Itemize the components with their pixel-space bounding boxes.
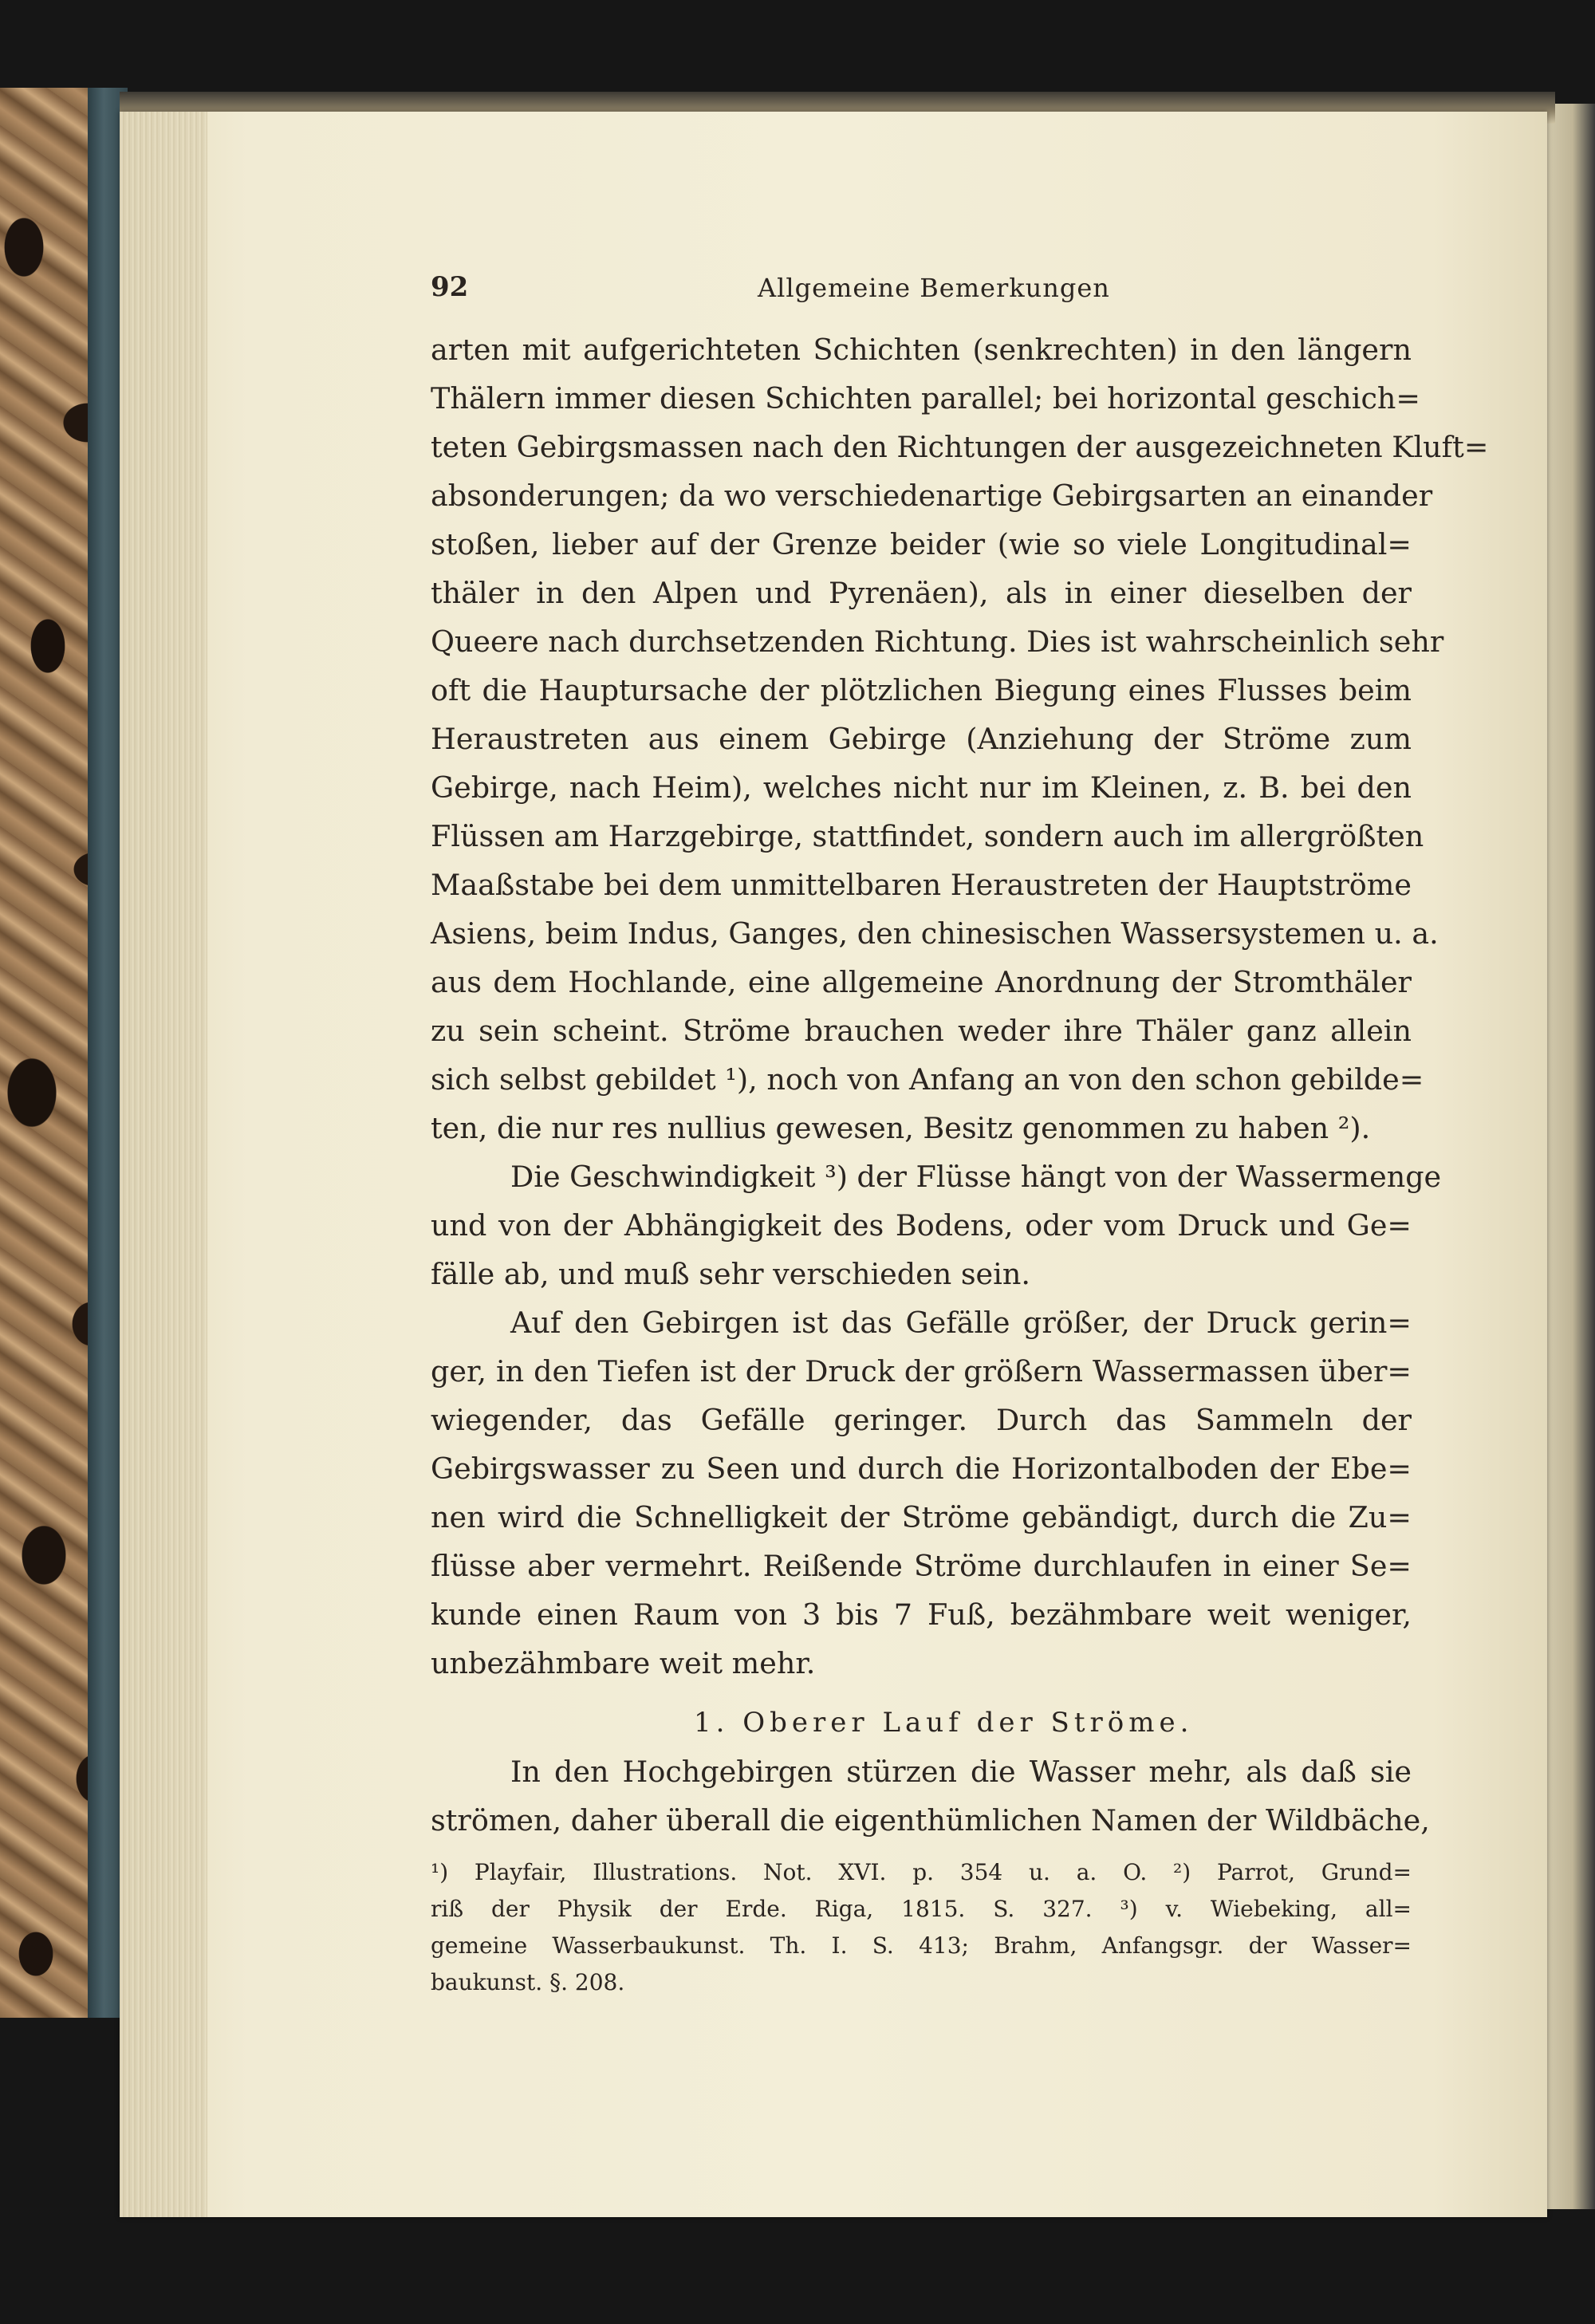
text-line: stoßen, lieber auf der Grenze beider (wie so viele Longitudinal= [431, 527, 1412, 561]
page-number: 92 [431, 271, 469, 303]
text-line: arten mit aufgerichteten Schichten (senkrechten) in den längern [431, 333, 1412, 367]
section-paragraph [431, 1747, 1430, 1845]
paragraph-1 [431, 325, 1489, 1152]
text-line: zu sein scheint. Ströme brauchen weder ihre Thäler ganz allein [431, 1014, 1412, 1048]
section-heading: 1. Oberer Lauf der Ströme. [694, 1707, 1194, 1739]
text-line: ten, die nur res nullius gewesen, Besitz genommen zu haben ²). [431, 1111, 1371, 1145]
text-line: In den Hochgebirgen stürzen die Wasser mehr, als daß sie [510, 1755, 1412, 1789]
text-line: Thälern immer diesen Schichten parallel; bei horizontal geschich= [431, 381, 1420, 416]
page-header [431, 271, 1412, 319]
running-head: Allgemeine Bemerkungen [758, 273, 1110, 303]
text-line: fälle ab, und muß sehr verschieden sein. [431, 1257, 1030, 1291]
text-line: Heraustreten aus einem Gebirge (Anziehung der Ströme zum [431, 722, 1412, 756]
text-line: oft die Hauptursache der plötzlichen Biegung eines Flusses beim [431, 673, 1412, 707]
page-text-area [431, 271, 1489, 2001]
next-page-edge [1539, 104, 1595, 2209]
text-line: Asiens, beim Indus, Ganges, den chinesischen Wassersystemen u. a. [431, 916, 1439, 951]
text-line: Flüssen am Harzgebirge, stattfindet, sondern auch im allergrößten [431, 819, 1424, 853]
text-line: Queere nach durchsetzenden Richtung. Dies ist wahrscheinlich sehr [431, 624, 1444, 659]
footnote-line: gemeine Wasserbaukunst. Th. I. S. 413; Brahm, Anfangsgr. der Wasser= [431, 1932, 1412, 1959]
text-line: strömen, daher überall die eigenthümlichen Namen der Wildbäche, [431, 1803, 1430, 1838]
page-stack-edges [120, 112, 207, 2217]
text-line: absonderungen; da wo verschiedenartige Gebirgsarten an einander [431, 479, 1433, 513]
paragraph-2 [431, 1152, 1442, 1298]
text-line: Maaßstabe bei dem unmittelbaren Heraustreten der Hauptströme [431, 868, 1412, 902]
text-line: sich selbst gebildet ¹), noch von Anfang an von den schon gebilde= [431, 1062, 1424, 1097]
footnote-line: baukunst. §. 208. [431, 1969, 625, 1995]
text-line: teten Gebirgsmassen nach den Richtungen der ausgezeichneten Kluft= [431, 430, 1489, 464]
footnote-line: ¹) Playfair, Illustrations. Not. XVI. p. 354 u. a. O. ²) Parrot, Grund= [431, 1859, 1412, 1885]
text-line: thäler in den Alpen und Pyrenäen), als in einer dieselben der [431, 576, 1412, 610]
text-line: kunde einen Raum von 3 bis 7 Fuß, bezähmbare weit weniger, [431, 1597, 1412, 1632]
text-line: und von der Abhängigkeit des Bodens, oder vom Druck und Ge= [431, 1208, 1412, 1243]
text-line: Gebirge, nach Heim), welches nicht nur im Kleinen, z. B. bei den [431, 770, 1412, 805]
text-line: Die Geschwindigkeit ³) der Flüsse hängt von der Wassermenge [510, 1160, 1442, 1194]
footnote-line: riß der Physik der Erde. Riga, 1815. S. 327. ³) v. Wiebeking, all= [431, 1896, 1412, 1922]
text-line: nen wird die Schnelligkeit der Ströme gebändigt, durch die Zu= [431, 1500, 1412, 1534]
text-line: Gebirgswasser zu Seen und durch die Horizontalboden der Ebe= [431, 1452, 1412, 1486]
text-line: flüsse aber vermehrt. Reißende Ströme durchlaufen in einer Se= [431, 1549, 1412, 1583]
body-text [431, 325, 1489, 1845]
text-line: ger, in den Tiefen ist der Druck der größern Wassermassen über= [431, 1354, 1412, 1388]
paragraph-3 [431, 1298, 1412, 1688]
text-line: unbezähmbare weit mehr. [431, 1646, 816, 1680]
text-line: wiegender, das Gefälle geringer. Durch das Sammeln der [431, 1403, 1412, 1437]
text-line: aus dem Hochlande, eine allgemeine Anordnung der Stromthäler [431, 965, 1412, 999]
footnotes [431, 1854, 1412, 2001]
text-line: Auf den Gebirgen ist das Gefälle größer, der Druck gerin= [510, 1306, 1412, 1340]
